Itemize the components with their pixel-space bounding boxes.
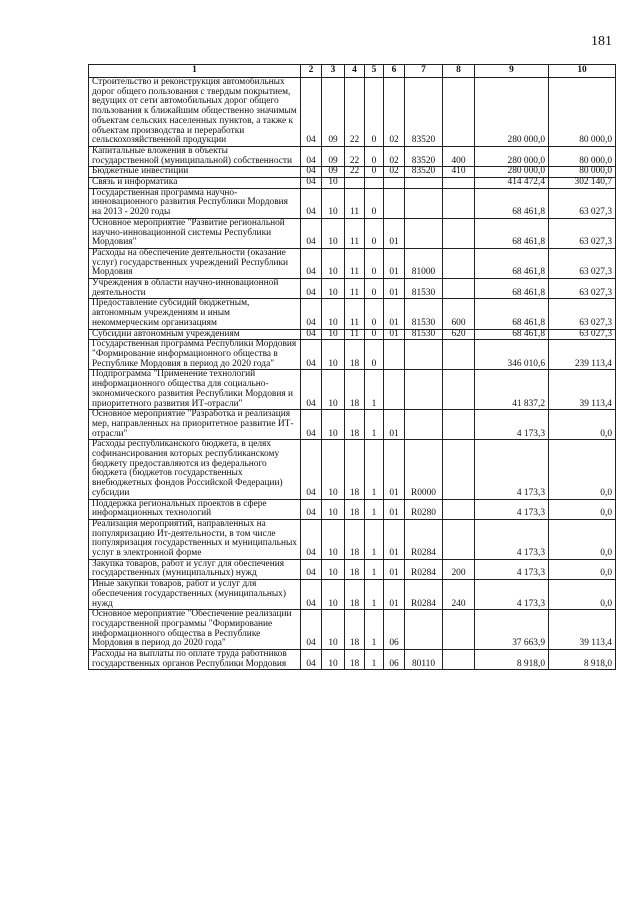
code-cell [443,218,475,248]
code-cell [443,178,475,189]
amount-cell: 41 837,2 [475,370,549,410]
amount-cell: 0,0 [549,559,616,579]
code-cell [443,340,475,370]
code-cell: 22 [345,146,365,166]
amount-cell: 80 000,0 [549,78,616,147]
code-cell [443,78,475,147]
amount-cell: 39 113,4 [549,610,616,650]
code-cell: 0 [365,146,384,166]
code-cell: 18 [345,650,365,670]
amount-cell: 414 472,4 [475,178,549,189]
row-name-cell: Бюджетные инвестиции [89,167,301,178]
code-cell: 0 [365,167,384,178]
amount-cell: 68 461,8 [475,329,549,340]
amount-cell: 4 173,3 [475,410,549,440]
code-cell: 1 [365,580,384,610]
amount-cell: 4 173,3 [475,499,549,519]
row-name-cell: Строительство и реконструкция автомобильных дорог общего пользования с твердым покрытием, ведущих от сети автомобильных дорог общего пользования к ближайшим общественно значимым объектам сельских населенных пунктов, а также к объектам производства и переработки сельскохозяйственной продукции [89,78,301,147]
code-cell: 83520 [405,146,443,166]
row-name-cell: Государственная программа Республики Мордовия "Формирование информационного общества в Республике Мордовия в период до 2020 года" [89,340,301,370]
amount-cell: 0,0 [549,499,616,519]
table-row [89,650,616,670]
code-cell: 04 [301,248,322,278]
code-cell: 0 [365,299,384,329]
row-name-cell: Закупка товаров, работ и услуг для обеспечения государственных (муниципальных) нужд [89,559,301,579]
code-cell [443,188,475,218]
row-name-cell: Расходы на выплаты по оплате труда работников государственных органов Республики Мордовия [89,650,301,670]
table-row [89,370,616,410]
code-cell: 18 [345,440,365,499]
amount-cell: 63 027,3 [549,218,616,248]
code-cell [345,178,365,189]
code-cell: 01 [384,329,405,340]
code-cell: 10 [322,440,345,499]
code-cell [405,340,443,370]
code-cell: 22 [345,167,365,178]
code-cell: 02 [384,146,405,166]
code-cell: R0284 [405,519,443,559]
code-cell [405,370,443,410]
code-cell: 81000 [405,248,443,278]
code-cell: 0 [365,218,384,248]
row-name-cell: Реализация мероприятий, направленных на популяризацию Ит-деятельности, в том числе популяризация государственных и муниципальных услуг в электронной форме [89,519,301,559]
amount-cell: 280 000,0 [475,78,549,147]
code-cell: 04 [301,178,322,189]
amount-cell: 68 461,8 [475,188,549,218]
code-cell: 10 [322,329,345,340]
amount-cell: 63 027,3 [549,329,616,340]
table-row [89,167,616,178]
table-row [89,146,616,166]
code-cell [443,499,475,519]
amount-cell: 68 461,8 [475,279,549,299]
code-cell: 0 [365,248,384,278]
code-cell: 83520 [405,78,443,147]
column-header: 2 [301,65,322,78]
code-cell: 04 [301,218,322,248]
code-cell [405,610,443,650]
code-cell: 11 [345,279,365,299]
code-cell: 81530 [405,329,443,340]
amount-cell: 4 173,3 [475,559,549,579]
code-cell: 11 [345,248,365,278]
code-cell [384,340,405,370]
amount-cell: 280 000,0 [475,167,549,178]
code-cell: 620 [443,329,475,340]
amount-cell: 4 173,3 [475,440,549,499]
code-cell: 11 [345,218,365,248]
code-cell: 81530 [405,299,443,329]
code-cell: 06 [384,650,405,670]
code-cell: 1 [365,440,384,499]
code-cell: 18 [345,340,365,370]
code-cell: 04 [301,279,322,299]
code-cell: 10 [322,248,345,278]
column-header: 7 [405,65,443,78]
page-number: 181 [591,34,612,49]
amount-cell: 68 461,8 [475,299,549,329]
code-cell: 04 [301,188,322,218]
row-name-cell: Основное мероприятие "Разработка и реализация мер, направленных на приоритетное развитие ИТ-отрасли" [89,410,301,440]
table-body [89,78,616,670]
row-name-cell: Подпрограмма "Применение технологий информационного общества для социально-экономического развития Республики Мордовия и приоритетного развития ИТ-отрасли" [89,370,301,410]
table-row [89,188,616,218]
code-cell: R0284 [405,559,443,579]
code-cell: 240 [443,580,475,610]
table-row [89,610,616,650]
table-row [89,299,616,329]
code-cell: 18 [345,559,365,579]
code-cell [405,218,443,248]
code-cell: 01 [384,218,405,248]
amount-cell: 8 918,0 [549,650,616,670]
code-cell: R0284 [405,580,443,610]
code-cell: 10 [322,580,345,610]
row-name-cell: Основное мероприятие "Развитие региональной научно-инновационной системы Республики Мордовия" [89,218,301,248]
code-cell: R0280 [405,499,443,519]
code-cell [443,519,475,559]
code-cell: 11 [345,188,365,218]
row-name-cell: Поддержка региональных проектов в сфере информационных технологий [89,499,301,519]
table-row [89,410,616,440]
code-cell: 18 [345,580,365,610]
table-row [89,440,616,499]
amount-cell: 63 027,3 [549,188,616,218]
amount-cell: 280 000,0 [475,146,549,166]
code-cell [384,370,405,410]
code-cell: 1 [365,370,384,410]
code-cell: 10 [322,499,345,519]
code-cell: 0 [365,329,384,340]
table-header-row [89,65,616,78]
code-cell: 200 [443,559,475,579]
code-cell: 04 [301,167,322,178]
amount-cell: 0,0 [549,519,616,559]
column-header: 9 [475,65,549,78]
code-cell: 22 [345,78,365,147]
code-cell: 02 [384,167,405,178]
code-cell [443,440,475,499]
code-cell: 0 [365,188,384,218]
code-cell: 10 [322,410,345,440]
code-cell: 01 [384,559,405,579]
code-cell: 04 [301,340,322,370]
row-name-cell: Связь и информатика [89,178,301,189]
code-cell [443,248,475,278]
code-cell: 04 [301,146,322,166]
code-cell: 10 [322,340,345,370]
code-cell: 01 [384,279,405,299]
code-cell: 04 [301,610,322,650]
amount-cell: 346 010,6 [475,340,549,370]
code-cell: 10 [322,610,345,650]
code-cell: 410 [443,167,475,178]
code-cell: 01 [384,248,405,278]
code-cell: 06 [384,610,405,650]
amount-cell: 63 027,3 [549,299,616,329]
code-cell [443,610,475,650]
code-cell: 10 [322,178,345,189]
code-cell: 0 [365,279,384,299]
code-cell: 0 [365,78,384,147]
amount-cell: 39 113,4 [549,370,616,410]
code-cell: 04 [301,580,322,610]
code-cell: 04 [301,299,322,329]
code-cell [443,410,475,440]
code-cell: 02 [384,78,405,147]
row-name-cell: Учреждения в области научно-инновационной деятельности [89,279,301,299]
code-cell: 04 [301,329,322,340]
row-name-cell: Предоставление субсидий бюджетным, автономным учреждениям и иным некоммерческим организациям [89,299,301,329]
code-cell: 81530 [405,279,443,299]
column-header: 1 [89,65,301,78]
column-header: 3 [322,65,345,78]
code-cell: 600 [443,299,475,329]
row-name-cell: Иные закупки товаров, работ и услуг для обеспечения государственных (муниципальных) нужд [89,580,301,610]
code-cell: 09 [322,167,345,178]
budget-table [88,64,616,670]
code-cell [405,410,443,440]
code-cell [443,370,475,410]
row-name-cell: Государственная программа научно-инновационного развития Республики Мордовия на 2013 - 2020 годы [89,188,301,218]
amount-cell: 8 918,0 [475,650,549,670]
code-cell: 10 [322,519,345,559]
code-cell: 04 [301,559,322,579]
table-row [89,178,616,189]
code-cell: 1 [365,650,384,670]
column-header: 8 [443,65,475,78]
column-header: 4 [345,65,365,78]
row-name-cell: Капитальные вложения в объекты государственной (муниципальной) собственности [89,146,301,166]
column-header: 10 [549,65,616,78]
code-cell: 10 [322,559,345,579]
code-cell: 04 [301,650,322,670]
code-cell: 10 [322,370,345,410]
table-row [89,78,616,147]
code-cell [405,188,443,218]
column-header: 5 [365,65,384,78]
code-cell: 400 [443,146,475,166]
amount-cell: 239 113,4 [549,340,616,370]
table-row [89,248,616,278]
code-cell: 10 [322,650,345,670]
code-cell: 1 [365,410,384,440]
code-cell: 01 [384,410,405,440]
table-row [89,559,616,579]
code-cell [405,178,443,189]
amount-cell: 0,0 [549,440,616,499]
code-cell: 01 [384,299,405,329]
table-row [89,279,616,299]
code-cell [443,650,475,670]
row-name-cell: Субсидии автономным учреждениям [89,329,301,340]
code-cell: 09 [322,146,345,166]
code-cell: 09 [322,78,345,147]
code-cell: 04 [301,440,322,499]
table-row [89,580,616,610]
code-cell [365,178,384,189]
code-cell: 10 [322,279,345,299]
code-cell: 83520 [405,167,443,178]
amount-cell: 0,0 [549,410,616,440]
code-cell: 80110 [405,650,443,670]
code-cell: 1 [365,519,384,559]
amount-cell: 80 000,0 [549,146,616,166]
amount-cell: 68 461,8 [475,218,549,248]
code-cell [384,178,405,189]
code-cell: 18 [345,370,365,410]
amount-cell: 80 000,0 [549,167,616,178]
code-cell: 01 [384,499,405,519]
code-cell: 10 [322,218,345,248]
amount-cell: 0,0 [549,580,616,610]
amount-cell: 4 173,3 [475,580,549,610]
code-cell: 01 [384,580,405,610]
code-cell: 11 [345,329,365,340]
code-cell [443,279,475,299]
code-cell: 04 [301,78,322,147]
amount-cell: 37 663,9 [475,610,549,650]
code-cell: 18 [345,610,365,650]
column-header: 6 [384,65,405,78]
code-cell: 04 [301,370,322,410]
table-row [89,499,616,519]
code-cell: 01 [384,440,405,499]
table-row [89,218,616,248]
table-row [89,340,616,370]
table-row [89,519,616,559]
code-cell: 1 [365,559,384,579]
row-name-cell: Расходы республиканского бюджета, в целях софинансирования которых республиканскому бюджету предоставляются из федерального бюджета (бюджетов государственных внебюджетных фондов Российской Федерации) субсидии [89,440,301,499]
code-cell: 04 [301,499,322,519]
row-name-cell: Основное мероприятие "Обеспечение реализации государственной программы "Формирование информационного общества в Республике Мордовия в период до 2020 года" [89,610,301,650]
code-cell: 1 [365,610,384,650]
code-cell: 0 [365,340,384,370]
amount-cell: 63 027,3 [549,279,616,299]
code-cell: 10 [322,188,345,218]
amount-cell: 4 173,3 [475,519,549,559]
code-cell: 18 [345,410,365,440]
amount-cell: 68 461,8 [475,248,549,278]
code-cell: 18 [345,499,365,519]
amount-cell: 63 027,3 [549,248,616,278]
code-cell: 04 [301,519,322,559]
code-cell: 11 [345,299,365,329]
code-cell: 1 [365,499,384,519]
code-cell: R0000 [405,440,443,499]
code-cell: 04 [301,410,322,440]
code-cell: 01 [384,519,405,559]
code-cell: 10 [322,299,345,329]
code-cell [384,188,405,218]
amount-cell: 302 140,7 [549,178,616,189]
code-cell: 18 [345,519,365,559]
row-name-cell: Расходы на обеспечение деятельности (оказание услуг) государственных учреждений Республики Мордовия [89,248,301,278]
